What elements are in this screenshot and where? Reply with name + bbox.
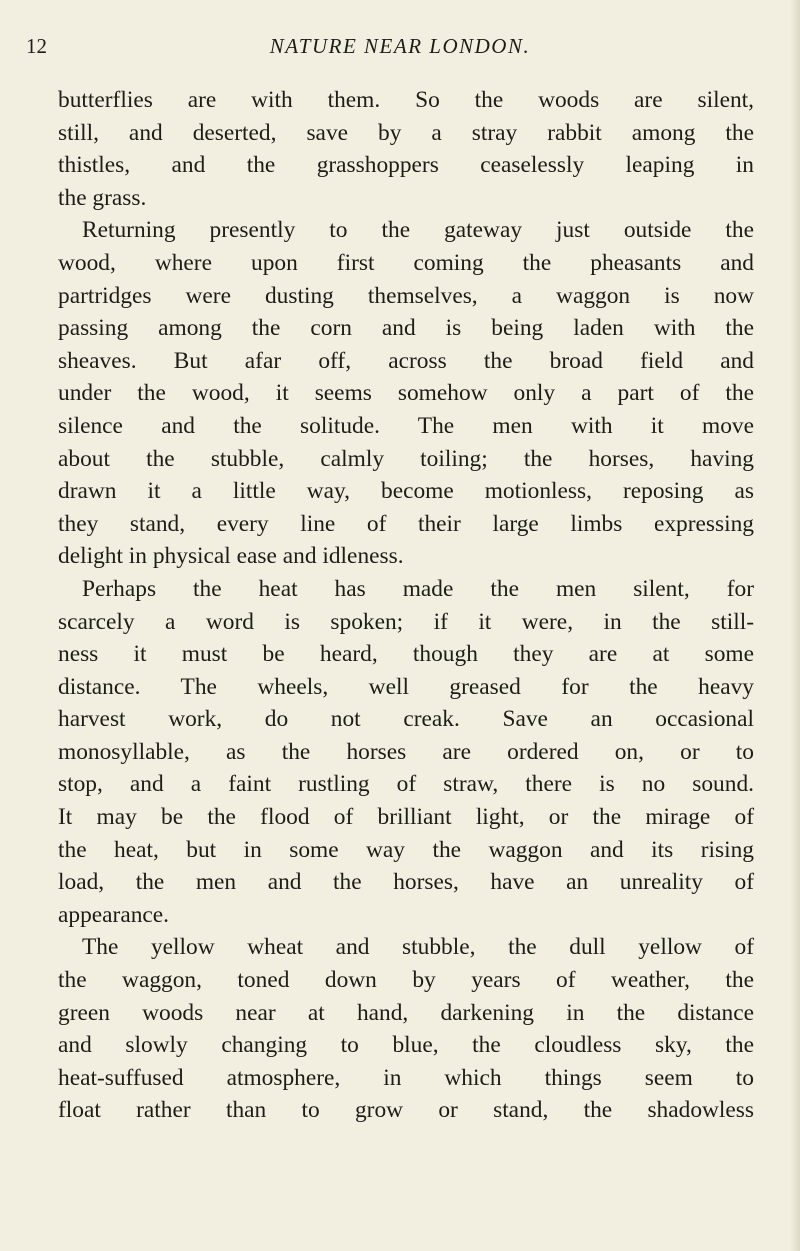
page-header [0,34,800,64]
text-line: thistles, and the grasshoppers ceaselessly leaping in [58,152,754,179]
text-line: load, the men and the horses, have an unreality of [58,869,754,896]
text-line: and slowly changing to blue, the cloudless sky, the [58,1032,754,1059]
text-line: the waggon, toned down by years of weather, the [58,967,754,994]
text-line: the heat, but in some way the waggon and its rising [58,836,754,863]
page-edge-shadow [790,0,800,1251]
text-line: the grass. [58,184,147,211]
text-line: It may be the flood of brilliant light, or the mirage of [58,804,754,831]
text-line: float rather than to grow or stand, the shadowless [58,1097,754,1124]
text-line: appearance. [58,901,170,928]
text-line: partridges were dusting themselves, a waggon is now [58,282,754,309]
text-line: Perhaps the heat has made the men silent, for [82,575,754,602]
text-line: they stand, every line of their large limbs expressing [58,510,754,537]
text-line: under the wood, it seems somehow only a part of the [58,380,754,407]
text-line: Returning presently to the gateway just outside the [82,217,754,244]
text-line: silence and the solitude. The men with it move [58,412,754,439]
text-line: harvest work, do not creak. Save an occasional [58,706,754,733]
text-line: butterflies are with them. So the woods are silent, [58,87,754,113]
text-line: sheaves. But afar off, across the broad field and [58,347,754,374]
text-line: wood, where upon first coming the pheasants and [58,249,754,276]
text-line: heat-suffused atmosphere, in which things seem to [58,1064,754,1091]
text-line: green woods near at hand, darkening in the distance [58,999,754,1026]
text-line: distance. The wheels, well greased for the heavy [58,673,754,700]
text-line: still, and deserted, save by a stray rabbit among the [58,119,754,146]
text-line: scarcely a word is spoken; if it were, in the still- [58,608,754,635]
text-line: ness it must be heard, though they are at some [58,641,754,668]
text-line: about the stubble, calmly toiling; the horses, having [58,445,754,472]
text-line: delight in physical ease and idleness. [58,543,404,570]
text-line: monosyllable, as the horses are ordered on, or to [58,738,754,765]
running-title: NATURE NEAR LONDON. [269,34,531,58]
body-text [58,84,754,1127]
text-line: The yellow wheat and stubble, the dull yellow of [82,934,754,961]
page-number: 12 [26,34,47,58]
text-line: stop, and a faint rustling of straw, there is no sound. [58,771,754,798]
text-line: passing among the corn and is being laden with the [58,315,754,342]
text-line: drawn it a little way, become motionless, reposing as [58,478,754,505]
